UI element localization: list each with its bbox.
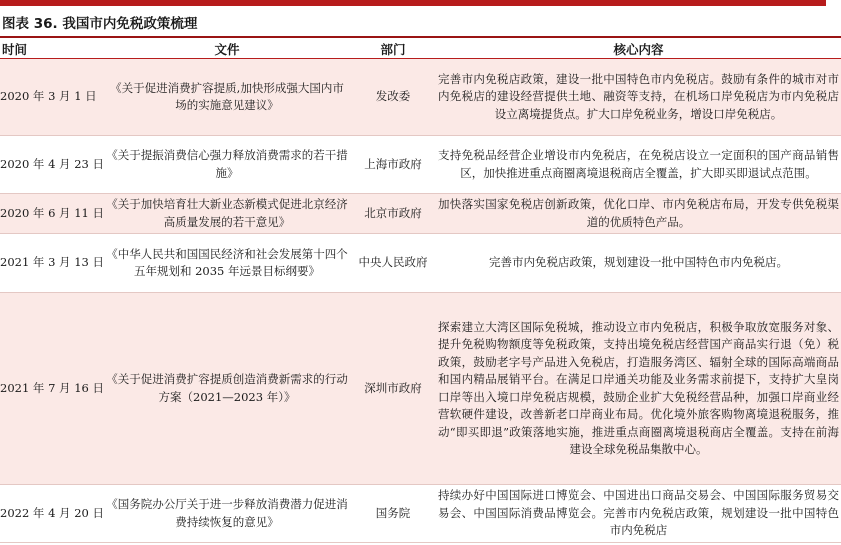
cell-document: 《中华人民共和国国民经济和社会发展第十四个五年规划和 2035 年远景目标纲要》 [104,234,350,293]
page-title: 图表 36. 我国市内免税政策梳理 [2,16,198,32]
cell-document: 《关于加快培育壮大新业态新模式促进北京经济高质量发展的若干意见》 [104,194,350,234]
cell-department: 国务院 [350,485,436,543]
header-date: 时间 [0,40,104,59]
cell-content: 完善市内免税店政策，建设一批中国特色市内免税店。鼓励有条件的城市对市内免税店的建设经营提供土地、融资等支持，在机场口岸免税店为市内免税店设立离境提货点。扩大口岸免税业务，增设口岸免税店。 [436,59,841,136]
cell-document: 《关于促进消费扩容提质创造消费新需求的行动方案（2021—2023 年）》 [104,293,350,485]
cell-content: 加快落实国家免税店创新政策，优化口岸、市内免税店布局，开发专供免税渠道的优质特色产品。 [436,194,841,234]
table-row [0,293,841,485]
cell-date: 2020 年 3 月 1 日 [0,59,104,136]
cell-document: 《国务院办公厅关于进一步释放消费潜力促进消费持续恢复的意见》 [104,485,350,543]
cell-department: 中央人民政府 [350,234,436,293]
header-document: 文件 [104,40,350,59]
table-row [0,59,841,136]
cell-department: 发改委 [350,59,436,136]
header-content: 核心内容 [436,40,841,59]
cell-department: 深圳市政府 [350,293,436,485]
table-row [0,194,841,234]
title-rule [0,36,841,38]
table-row [0,234,841,293]
cell-document: 《关于提振消费信心强力释放消费需求的若干措施》 [104,136,350,194]
cell-content: 探索建立大湾区国际免税城，推动设立市内免税店，积极争取放宽服务对象、提升免税购物额度等免税政策，支持出境免税店经营国产商品实行退（免）税政策，鼓励老字号产品进入免税店，打造服务湾区、辐射全球的国际高端商品和国内精品展销平台。在满足口岸通关功能及业务需求前提下，支持扩大皇岗口岸等出入境口岸免税店规模，鼓励企业扩大免税经营品种，加强口岸商业经营软硬件建设，改善新老口岸商业布局。优化境外旅客购物离境退税服务，推动“即买即退”政策落地实施，推进重点商圈离境退税商店全覆盖。支持在前海建设全球免税品集散中心。 [436,293,841,485]
cell-department: 上海市政府 [350,136,436,194]
policy-table [0,40,841,543]
table-header [0,40,841,59]
cell-date: 2020 年 6 月 11 日 [0,194,104,234]
cell-document: 《关于促进消费扩容提质,加快形成强大国内市场的实施意见建议》 [104,59,350,136]
table-row [0,485,841,543]
cell-date: 2021 年 3 月 13 日 [0,234,104,293]
header-department: 部门 [350,40,436,59]
top-accent-bar [0,0,841,6]
cell-date: 2021 年 7 月 16 日 [0,293,104,485]
cell-content: 支持免税品经营企业增设市内免税店，在免税店设立一定面积的国产商品销售区，加快推进重点商圈离境退税商店全覆盖，扩大即买即退试点范围。 [436,136,841,194]
cell-content: 完善市内免税店政策，规划建设一批中国特色市内免税店。 [436,234,841,293]
cell-content: 持续办好中国国际进口博览会、中国进出口商品交易会、中国国际服务贸易交易会、中国国际消费品博览会。完善市内免税店政策，规划建设一批中国特色市内免税店 [436,485,841,543]
cell-date: 2022 年 4 月 20 日 [0,485,104,543]
cell-date: 2020 年 4 月 23 日 [0,136,104,194]
table-row [0,136,841,194]
cell-department: 北京市政府 [350,194,436,234]
